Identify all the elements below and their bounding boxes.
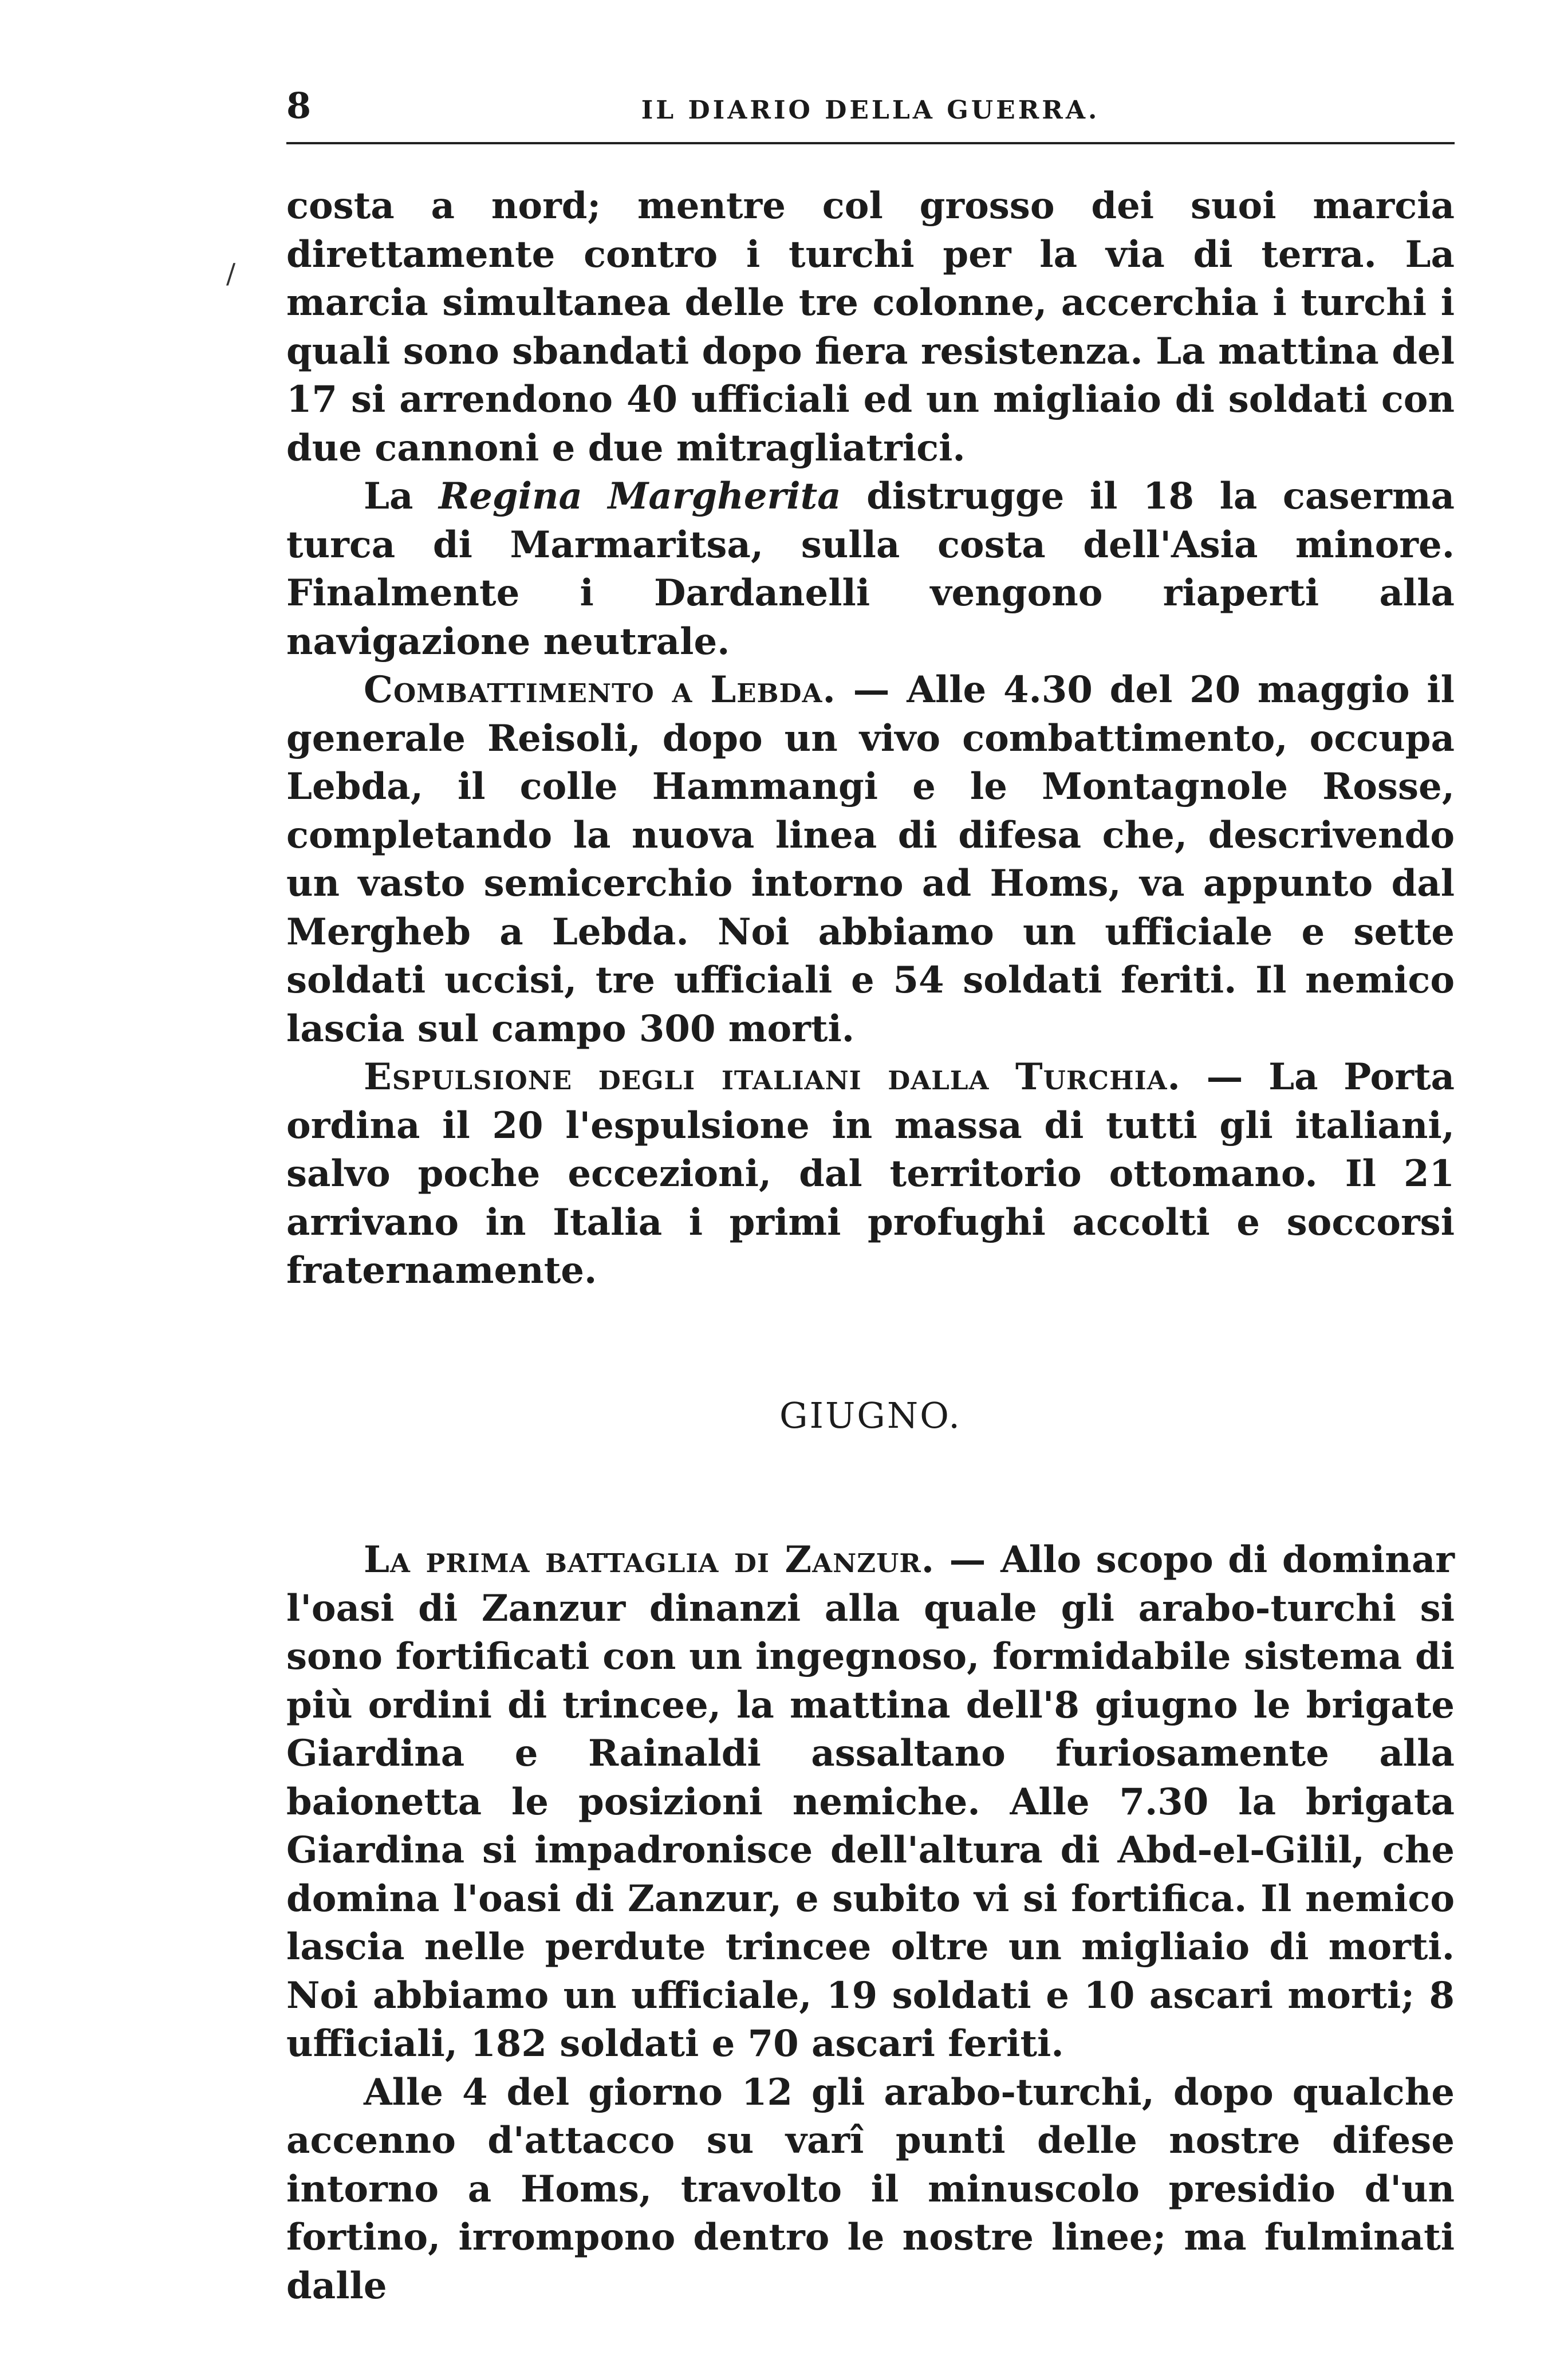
page-number: 8 — [286, 85, 312, 127]
paragraph-regina-margherita — [286, 472, 1455, 666]
paragraph-heading: La prima battaglia di Zanzur. — [364, 1538, 935, 1581]
running-head — [286, 80, 1455, 132]
paragraph-text: — La Porta ordina il 20 l'espulsione in massa di tutti gli italiani, salvo poche eccezioni, dal territorio ottomano. Il 21 arrivano in Italia i primi profughi accolti e soccorsi fraternamente. — [286, 1056, 1455, 1292]
paragraph-text: Alle 4 del giorno 12 gli arabo-turchi, dopo qualche accenno d'attacco su varî punti delle nostre difese intorno a Homs, travolto il minuscolo presidio d'un fortino, irrompono dentro le nostre linee; ma fulminati dalle — [286, 2070, 1455, 2307]
paragraph-homs — [286, 2069, 1455, 2311]
paragraph-text: — Alle 4.30 del 20 maggio il generale Reisoli, dopo un vivo combattimento, occupa Lebda, il colle Hammangi e le Montagnole Rosse, completando la nuova linea di difesa che, descrivendo un vasto semicerchio intorno ad Homs, va appunto dal Mergheb a Lebda. Noi abbiamo un ufficiale e sette soldati uccisi, tre ufficiali e 54 soldati feriti. Il nemico lascia sul campo 300 morti. — [286, 668, 1455, 1050]
paragraph-text: costa a nord; mentre col grosso dei suoi marcia direttamente contro i turchi per la via di terra. La marcia simultanea delle tre colonne, accerchia i turchi i quali sono sbandati dopo fiera resistenza. La mattina del 17 si arrendono 40 ufficiali ed un migliaio di soldati con due cannoni e due mitragliatrici. — [286, 184, 1455, 470]
margin-mark: / — [226, 258, 236, 290]
paragraph-heading: Combattimento a Lebda. — [364, 668, 836, 711]
header-rule — [286, 142, 1455, 144]
paragraph-heading: Espulsione degli italiani dalla Turchia. — [364, 1056, 1181, 1098]
paragraph-continuation — [286, 182, 1455, 472]
ship-name: Regina Margherita — [439, 475, 841, 518]
paragraph-espulsione — [286, 1053, 1455, 1295]
body-text — [286, 182, 1455, 2310]
paragraph-text: — Allo scopo di dominar l'oasi di Zanzur dinanzi alla quale gli arabo-turchi si sono fortificati con un ingegnoso, formidabile sistema di più ordini di trincee, la mattina dell'8 giugno le brigate Giardina e Rainaldi assaltano furiosamente alla baionetta le posizioni nemiche. Alle 7.30 la brigata Giardina si impadronisce dell'altura di Abd-el-Gilil, che domina l'oasi di Zanzur, e subito vi si fortifica. Il nemico lascia nelle perdute trincee oltre un migliaio di morti. Noi abbiamo un ufficiale, 19 soldati e 10 ascari morti; 8 ufficiali, 182 soldati e 70 ascari feriti. — [286, 1538, 1455, 2065]
running-title: IL DIARIO DELLA GUERRA. — [641, 96, 1100, 125]
paragraph-text: La — [364, 475, 439, 518]
paragraph-zanzur — [286, 1536, 1455, 2069]
paragraph-lebda — [286, 666, 1455, 1053]
paragraph-text: distrugge il 18 la caserma turca di Marmaritsa, sulla costa dell'Asia minore. Finalmente i Dardanelli vengono riaperti alla navigazione neutrale. — [286, 475, 1455, 663]
section-title: GIUGNO. — [779, 1394, 962, 1436]
